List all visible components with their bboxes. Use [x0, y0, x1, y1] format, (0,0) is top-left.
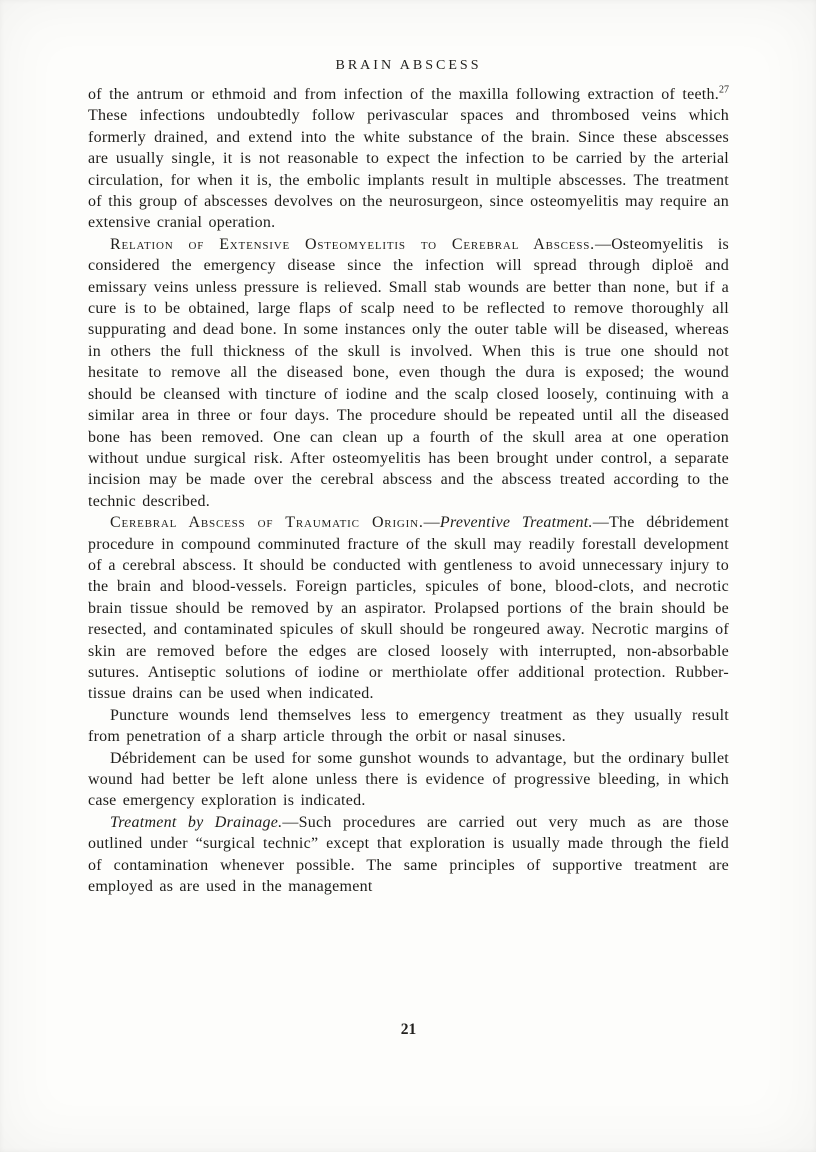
body-text-run: —The débridement procedure in compound comminuted fracture of the skull may readily forestall development of a cerebral abscess. It should be conducted with gentleness to avoid unnecessary injury to the brain and blood-vessels. Foreign particles, spicules of bone, blood-clots, and necrotic brain tissue should be removed by an aspirator. Prolapsed portions of the brain should be resected, and contaminated spicules of skull should be rongeured away. Necrotic margins of skin are removed before the edges are closed loosely with interrupted, non-absorbable sutures. Antiseptic solutions of iodine or merthiolate offer additional protection. Rubber-tissue drains can be used when indicated. [88, 514, 729, 703]
section-heading-run: Cerebral Abscess of Traumatic Origin. [110, 514, 424, 532]
paragraph-traumatic-origin-section [88, 512, 729, 705]
body-text-run: Puncture wounds lend themselves less to emergency treatment as they usually result from penetration of a sharp article through the orbit or nasal sinuses. [88, 706, 729, 746]
paragraph-puncture-wounds [88, 705, 729, 748]
text-block [88, 84, 729, 1024]
subheading-italic-run: Preventive Treatment. [439, 514, 593, 532]
running-head: BRAIN ABSCESS [335, 58, 482, 73]
body-text-run: of the antrum or ethmoid and from infection of the maxilla following extraction of teeth. [88, 86, 719, 103]
paragraph-osteomyelitis-section [88, 234, 729, 512]
body-text-run: These infections undoubtedly follow perivascular spaces and thrombosed veins which formerly drained, and extend into the white substance of the brain. Since these abscesses are usually single, it is not reasonable to expect the infection to be carried by the arterial circulation, for when it is, the embolic implants result in multiple abscesses. The treatment of this group of abscesses devolves on the neurosurgeon, since osteomyelitis may require an extensive cranial operation. [88, 107, 729, 232]
body-text-run: Débridement can be used for some gunshot wounds to advantage, but the ordinary bullet wound had better be left alone unless there is evidence of progressive bleeding, in which case emergency exploration is indicated. [88, 749, 729, 810]
footnote-reference: 27 [719, 84, 729, 96]
body-text-run: —Osteomyelitis is considered the emergency disease since the infection will spread through diploë and emissary veins unless pressure is relieved. Small stab wounds are better than none, but if a cure is to be obtained, large flaps of scalp need to be reflected to remove thoroughly all suppurating and dead bone. In some instances only the outer table will be diseased, whereas in others the full thickness of the skull is involved. When this is true one should not hesitate to remove all the diseased bone, even though the dura is exposed; the wound should be cleansed with tincture of iodine and the scalp closed loosely, continuing with a similar area in three or four days. The procedure should be repeated until all the diseased bone has been removed. One can clean up a fourth of the skull area at one operation without undue surgical risk. After osteomyelitis has been brought under control, a separate incision may be made over the cerebral abscess and the abscess treated according to the technic described. [88, 235, 729, 510]
paragraph-antrum-continuation [88, 84, 729, 234]
body-text-run: —Such procedures are carried out very much as are those outlined under “surgical technic” except that exploration is usually made through the field of contamination whenever possible. The same principles of supportive treatment are employed as are used in the management [88, 813, 729, 896]
body-text-run: — [423, 514, 440, 532]
paragraph-treatment-by-drainage [88, 812, 729, 898]
page-number: 21 [400, 1021, 417, 1038]
subheading-italic-run: Treatment by Drainage. [110, 813, 283, 831]
paragraph-debridement-gunshot [88, 748, 729, 812]
section-heading-run: Relation of Extensive Osteomyelitis to Cerebral Abscess. [110, 235, 595, 253]
